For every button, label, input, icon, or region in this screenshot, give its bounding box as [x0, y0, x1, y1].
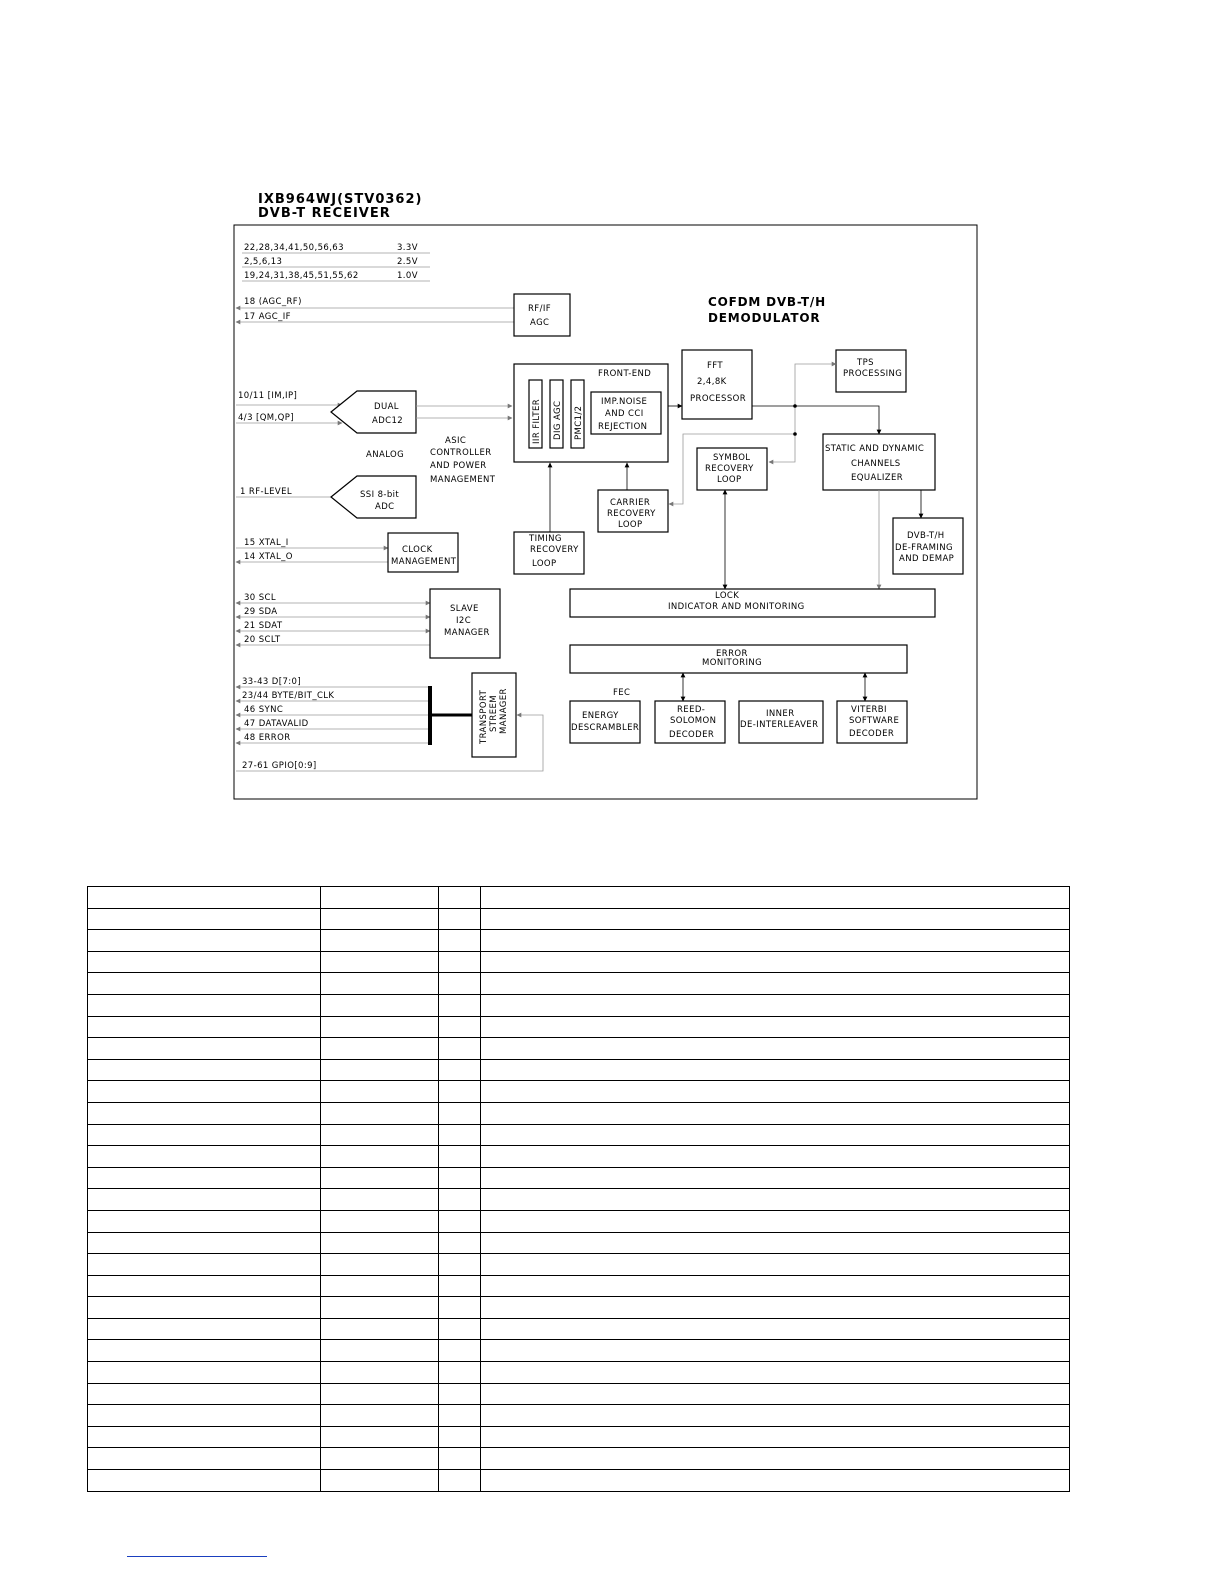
table-cell: [321, 1081, 439, 1103]
table-cell: [88, 1189, 321, 1211]
table-row: [88, 973, 1070, 995]
table-cell: [321, 1275, 439, 1297]
i2c-signals: [236, 593, 430, 645]
svg-text:IIR FILTER: IIR FILTER: [532, 398, 542, 444]
svg-text:22,28,34,41,50,56,63: 22,28,34,41,50,56,63: [244, 243, 344, 253]
table-row: [88, 1275, 1070, 1297]
table-cell: [481, 1146, 1070, 1168]
table-row: [88, 1318, 1070, 1340]
table-cell: [481, 1102, 1070, 1124]
svg-text:DECODER: DECODER: [849, 729, 895, 739]
table-row: [88, 1426, 1070, 1448]
table-cell: [481, 1167, 1070, 1189]
analog-label: ANALOG: [366, 450, 405, 460]
table-cell: [88, 1210, 321, 1232]
svg-text:SYMBOL: SYMBOL: [713, 453, 751, 463]
svg-text:2,4,8K: 2,4,8K: [697, 377, 727, 387]
svg-text:2,5,6,13: 2,5,6,13: [244, 257, 283, 267]
svg-text:FRONT-END: FRONT-END: [598, 369, 652, 379]
svg-text:46 SYNC: 46 SYNC: [244, 705, 284, 715]
demod-title-1: COFDM DVB-T/H: [708, 295, 826, 309]
table-cell: [481, 1383, 1070, 1405]
table-cell: [88, 1405, 321, 1427]
pin-description-table: [87, 886, 1070, 1492]
svg-text:IMP.NOISE: IMP.NOISE: [601, 397, 648, 407]
table-cell: [88, 908, 321, 930]
diagram-title: IXB964WJ(STV0362): [258, 192, 423, 207]
table-cell: [88, 1340, 321, 1362]
table-row: [88, 1102, 1070, 1124]
table-cell: [88, 1232, 321, 1254]
svg-text:LOOP: LOOP: [717, 475, 742, 485]
svg-text:19,24,31,38,45,51,55,62: 19,24,31,38,45,51,55,62: [244, 271, 359, 281]
table-cell: [439, 1038, 481, 1060]
table-cell: [88, 1362, 321, 1384]
table-cell: [481, 887, 1070, 909]
table-cell: [88, 1146, 321, 1168]
svg-text:SSI 8-bit: SSI 8-bit: [360, 490, 400, 500]
table-row: [88, 1362, 1070, 1384]
svg-text:27-61 GPIO[0:9]: 27-61 GPIO[0:9]: [242, 761, 317, 771]
xtal-i-label: 15 XTAL_I: [244, 538, 289, 548]
svg-text:17 AGC_IF: 17 AGC_IF: [244, 312, 291, 322]
table-cell: [481, 1470, 1070, 1492]
table-cell: [321, 1059, 439, 1081]
table-row: [88, 1340, 1070, 1362]
table-cell: [321, 951, 439, 973]
table-cell: [481, 1275, 1070, 1297]
svg-text:MANAGER: MANAGER: [444, 628, 490, 638]
svg-text:SOFTWARE: SOFTWARE: [849, 716, 900, 726]
table-cell: [439, 1189, 481, 1211]
table-row: [88, 1254, 1070, 1276]
svg-text:INNER: INNER: [766, 709, 795, 719]
table-cell: [321, 1426, 439, 1448]
table-cell: [439, 1297, 481, 1319]
svg-text:4/3 [QM,QP]: 4/3 [QM,QP]: [238, 413, 294, 423]
table-cell: [439, 930, 481, 952]
table-cell: [321, 1210, 439, 1232]
svg-text:CARRIER: CARRIER: [610, 498, 651, 508]
table-cell: [481, 1254, 1070, 1276]
power-pins: [242, 243, 430, 281]
table-row: [88, 1405, 1070, 1427]
svg-text:EQUALIZER: EQUALIZER: [851, 473, 904, 483]
table-cell: [88, 887, 321, 909]
table-cell: [321, 994, 439, 1016]
table-row: [88, 1210, 1070, 1232]
table-cell: [321, 1102, 439, 1124]
rfif-agc-block: [514, 294, 570, 336]
table-cell: [88, 1470, 321, 1492]
table-cell: [439, 1081, 481, 1103]
table-row: [88, 1081, 1070, 1103]
svg-text:2.5V: 2.5V: [397, 257, 418, 267]
svg-text:ENERGY: ENERGY: [582, 711, 619, 721]
table-cell: [88, 1318, 321, 1340]
table-row: [88, 1167, 1070, 1189]
svg-text:DESCRAMBLER: DESCRAMBLER: [571, 723, 640, 733]
svg-text:CHANNELS: CHANNELS: [851, 459, 901, 469]
table-row: [88, 951, 1070, 973]
svg-text:PROCESSOR: PROCESSOR: [690, 394, 747, 404]
table-cell: [481, 1210, 1070, 1232]
table-row: [88, 1059, 1070, 1081]
table-cell: [321, 1340, 439, 1362]
svg-text:DIG AGC: DIG AGC: [553, 400, 563, 440]
table-row: [88, 1232, 1070, 1254]
table-cell: [321, 1362, 439, 1384]
table-cell: [439, 1146, 481, 1168]
table-cell: [439, 973, 481, 995]
table-cell: [481, 1340, 1070, 1362]
table-cell: [439, 1318, 481, 1340]
table-cell: [321, 973, 439, 995]
table-cell: [481, 1081, 1070, 1103]
svg-text:SOLOMON: SOLOMON: [670, 716, 717, 726]
table-cell: [88, 994, 321, 1016]
table-row: [88, 1189, 1070, 1211]
table-cell: [321, 1254, 439, 1276]
svg-text:DECODER: DECODER: [669, 730, 715, 740]
table-cell: [481, 1297, 1070, 1319]
svg-text:DUAL: DUAL: [374, 402, 399, 412]
svg-text:MANAGER: MANAGER: [499, 688, 509, 734]
table-cell: [439, 1210, 481, 1232]
svg-text:AGC: AGC: [530, 318, 550, 328]
diagram-subtitle: DVB-T RECEIVER: [258, 206, 391, 221]
table-cell: [321, 1232, 439, 1254]
table-cell: [321, 887, 439, 909]
table-cell: [321, 1297, 439, 1319]
svg-text:MANAGEMENT: MANAGEMENT: [391, 557, 457, 567]
table-cell: [439, 1340, 481, 1362]
svg-text:30 SCL: 30 SCL: [244, 593, 276, 603]
table-cell: [321, 1124, 439, 1146]
table-cell: [88, 1102, 321, 1124]
svg-text:18 (AGC_RF): 18 (AGC_RF): [244, 297, 302, 307]
table-cell: [88, 1426, 321, 1448]
table-cell: [481, 1016, 1070, 1038]
svg-text:RF/IF: RF/IF: [528, 304, 552, 314]
svg-text:LOOP: LOOP: [532, 559, 557, 569]
table-cell: [88, 1448, 321, 1470]
table-row: [88, 994, 1070, 1016]
svg-text:ERROR: ERROR: [716, 649, 748, 659]
svg-text:AND DEMAP: AND DEMAP: [899, 554, 955, 564]
svg-text:10/11 [IM,IP]: 10/11 [IM,IP]: [238, 391, 298, 401]
svg-text:48 ERROR: 48 ERROR: [244, 733, 291, 743]
svg-text:SLAVE: SLAVE: [450, 604, 479, 614]
table-cell: [321, 930, 439, 952]
table-cell: [88, 1081, 321, 1103]
table-cell: [439, 1362, 481, 1384]
table-cell: [439, 908, 481, 930]
demod-title-2: DEMODULATOR: [708, 311, 821, 325]
table-cell: [439, 1426, 481, 1448]
svg-text:REJECTION: REJECTION: [598, 422, 648, 432]
table-cell: [88, 1167, 321, 1189]
svg-text:VITERBI: VITERBI: [851, 705, 887, 715]
svg-text:REED-: REED-: [677, 705, 706, 715]
svg-text:DE-INTERLEAVER: DE-INTERLEAVER: [740, 720, 819, 730]
table-cell: [88, 930, 321, 952]
table-row: [88, 1038, 1070, 1060]
svg-text:20 SCLT: 20 SCLT: [244, 635, 281, 645]
table-cell: [481, 1124, 1070, 1146]
svg-text:47 DATAVALID: 47 DATAVALID: [244, 719, 309, 729]
table-cell: [439, 1470, 481, 1492]
table-cell: [88, 973, 321, 995]
footer-link-underline[interactable]: [127, 1556, 267, 1557]
table-cell: [481, 1189, 1070, 1211]
energy-descrambler-block: [570, 701, 640, 743]
svg-text:RECOVERY: RECOVERY: [530, 545, 579, 555]
svg-text:STREEM: STREEM: [489, 695, 499, 732]
table-cell: [88, 1124, 321, 1146]
svg-text:AND POWER: AND POWER: [430, 461, 487, 471]
svg-text:ADC12: ADC12: [372, 416, 404, 426]
table-cell: [481, 1038, 1070, 1060]
table-cell: [481, 1448, 1070, 1470]
svg-text:MONITORING: MONITORING: [702, 658, 763, 668]
table-cell: [321, 1318, 439, 1340]
svg-text:TRANSPORT: TRANSPORT: [479, 689, 489, 744]
svg-text:ASIC: ASIC: [445, 436, 467, 446]
svg-text:1.0V: 1.0V: [397, 271, 418, 281]
adc-inputs: [236, 391, 342, 423]
svg-text:CONTROLLER: CONTROLLER: [430, 448, 492, 458]
table-cell: [481, 1318, 1070, 1340]
table-cell: [88, 1383, 321, 1405]
table-cell: [321, 908, 439, 930]
table-cell: [439, 1448, 481, 1470]
asic-label: [430, 436, 496, 485]
svg-text:INDICATOR AND MONITORING: INDICATOR AND MONITORING: [668, 602, 805, 612]
table-cell: [321, 1016, 439, 1038]
table-cell: [439, 951, 481, 973]
svg-text:3.3V: 3.3V: [397, 243, 418, 253]
svg-text:PMC1/2: PMC1/2: [574, 405, 584, 440]
table-row: [88, 887, 1070, 909]
table-cell: [481, 994, 1070, 1016]
table-row: [88, 1297, 1070, 1319]
table-cell: [439, 1059, 481, 1081]
table-cell: [88, 1059, 321, 1081]
svg-text:AND CCI: AND CCI: [605, 409, 644, 419]
table-cell: [481, 930, 1070, 952]
table-cell: [321, 1167, 439, 1189]
table-cell: [439, 1383, 481, 1405]
svg-text:TPS: TPS: [857, 358, 874, 368]
table-cell: [439, 1405, 481, 1427]
agc-signals: [236, 297, 514, 322]
xtal-o-label: 14 XTAL_O: [244, 552, 293, 562]
table-cell: [321, 1405, 439, 1427]
table-cell: [88, 1275, 321, 1297]
table-cell: [439, 1102, 481, 1124]
svg-text:ADC: ADC: [375, 502, 395, 512]
table-cell: [439, 1232, 481, 1254]
table-cell: [481, 1362, 1070, 1384]
svg-text:33-43 D[7:0]: 33-43 D[7:0]: [242, 677, 302, 687]
table-row: [88, 1383, 1070, 1405]
svg-text:STATIC AND DYNAMIC: STATIC AND DYNAMIC: [825, 444, 925, 454]
table-cell: [88, 951, 321, 973]
table-row: [88, 930, 1070, 952]
svg-text:I2C: I2C: [456, 616, 472, 626]
table-cell: [439, 1016, 481, 1038]
table-row: [88, 1448, 1070, 1470]
table-row: [88, 1146, 1070, 1168]
svg-text:23/44 BYTE/BIT_CLK: 23/44 BYTE/BIT_CLK: [242, 691, 335, 701]
svg-text:RECOVERY: RECOVERY: [705, 464, 754, 474]
table-cell: [439, 1124, 481, 1146]
svg-text:MANAGEMENT: MANAGEMENT: [430, 475, 496, 485]
svg-text:21 SDAT: 21 SDAT: [244, 621, 283, 631]
table-cell: [439, 1275, 481, 1297]
table-cell: [88, 1038, 321, 1060]
table-cell: [481, 908, 1070, 930]
table-cell: [481, 1426, 1070, 1448]
svg-text:TIMING: TIMING: [529, 534, 562, 544]
table-cell: [321, 1470, 439, 1492]
table-cell: [439, 1167, 481, 1189]
table-cell: [321, 1038, 439, 1060]
rf-level-label: 1 RF-LEVEL: [240, 487, 292, 497]
svg-text:LOOP: LOOP: [618, 520, 643, 530]
svg-text:PROCESSING: PROCESSING: [843, 369, 903, 379]
table-row: [88, 908, 1070, 930]
table-cell: [321, 1146, 439, 1168]
svg-text:DVB-T/H: DVB-T/H: [907, 531, 945, 541]
table-row: [88, 1470, 1070, 1492]
table-cell: [439, 994, 481, 1016]
table-cell: [88, 1016, 321, 1038]
svg-text:DE-FRAMING: DE-FRAMING: [895, 543, 954, 553]
svg-text:CLOCK: CLOCK: [402, 545, 433, 555]
dual-adc-block: [331, 391, 416, 433]
svg-text:LOCK: LOCK: [715, 591, 740, 601]
table-cell: [321, 1448, 439, 1470]
fec-label: FEC: [613, 688, 631, 698]
table-cell: [481, 973, 1070, 995]
svg-text:FFT: FFT: [707, 361, 724, 371]
table-cell: [321, 1383, 439, 1405]
table-cell: [88, 1254, 321, 1276]
table-cell: [481, 1059, 1070, 1081]
table-cell: [439, 1254, 481, 1276]
table-row: [88, 1016, 1070, 1038]
table-cell: [481, 1232, 1070, 1254]
table-cell: [481, 1405, 1070, 1427]
svg-text:29 SDA: 29 SDA: [244, 607, 278, 617]
table-row: [88, 1124, 1070, 1146]
table-cell: [439, 887, 481, 909]
table-cell: [321, 1189, 439, 1211]
table-cell: [481, 951, 1070, 973]
svg-text:RECOVERY: RECOVERY: [607, 509, 656, 519]
table-cell: [88, 1297, 321, 1319]
